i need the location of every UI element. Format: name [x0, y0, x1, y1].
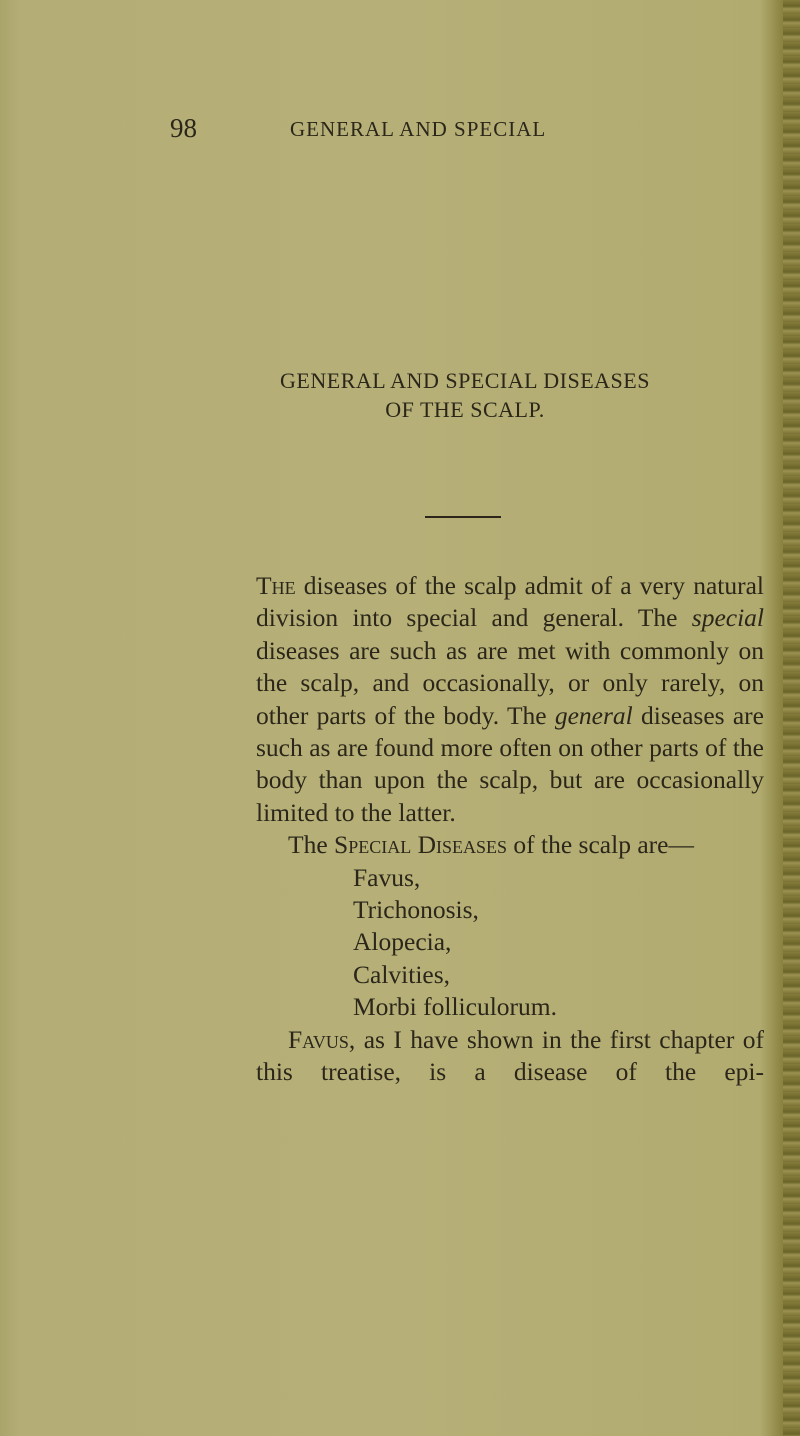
- section-rule: [425, 516, 501, 518]
- body-text: [256, 570, 764, 1089]
- small-caps-term: Special Diseases: [334, 830, 508, 860]
- list-item: Favus,: [353, 862, 421, 892]
- chapter-heading: [170, 366, 760, 424]
- book-edge: [783, 0, 800, 1436]
- paragraph-favus: [256, 1024, 764, 1089]
- paragraph-intro: [256, 570, 764, 829]
- list-item: Trichonosis,: [353, 895, 479, 925]
- running-title: GENERAL AND SPECIAL: [290, 117, 547, 141]
- small-caps-term: Favus: [288, 1024, 349, 1054]
- list-item: Morbi folliculorum.: [353, 992, 557, 1022]
- text: diseases are such as are found more often on other parts of the body than upon the scalp, but are occasionally limited to the latter.: [256, 700, 764, 827]
- paragraph-special-diseases: [256, 829, 764, 861]
- list-item: Alopecia,: [353, 927, 452, 957]
- page-number: 98: [170, 113, 197, 143]
- chapter-heading-line-2: OF THE SCALP.: [385, 397, 545, 422]
- chapter-heading-line-1: GENERAL AND SPECIAL DISEASES: [280, 368, 650, 393]
- text: , as I have shown in the first chapter of this treatise, is a disease of the epi-: [256, 1024, 764, 1087]
- text: of the scalp are—: [507, 830, 694, 860]
- running-header: [0, 113, 800, 149]
- text: The: [288, 830, 335, 860]
- lead-word: The: [256, 571, 296, 600]
- emphasis-general: general: [554, 700, 633, 730]
- text: diseases are such as are met with commonly on the scalp, and occasionally, or only rarely, on other parts of the body. The: [256, 635, 764, 730]
- emphasis-special: special: [691, 603, 764, 633]
- special-diseases-list: [256, 862, 764, 1024]
- list-item: Calvities,: [353, 959, 451, 989]
- text: diseases of the scalp admit of a very natural division into special and general. The: [256, 571, 764, 633]
